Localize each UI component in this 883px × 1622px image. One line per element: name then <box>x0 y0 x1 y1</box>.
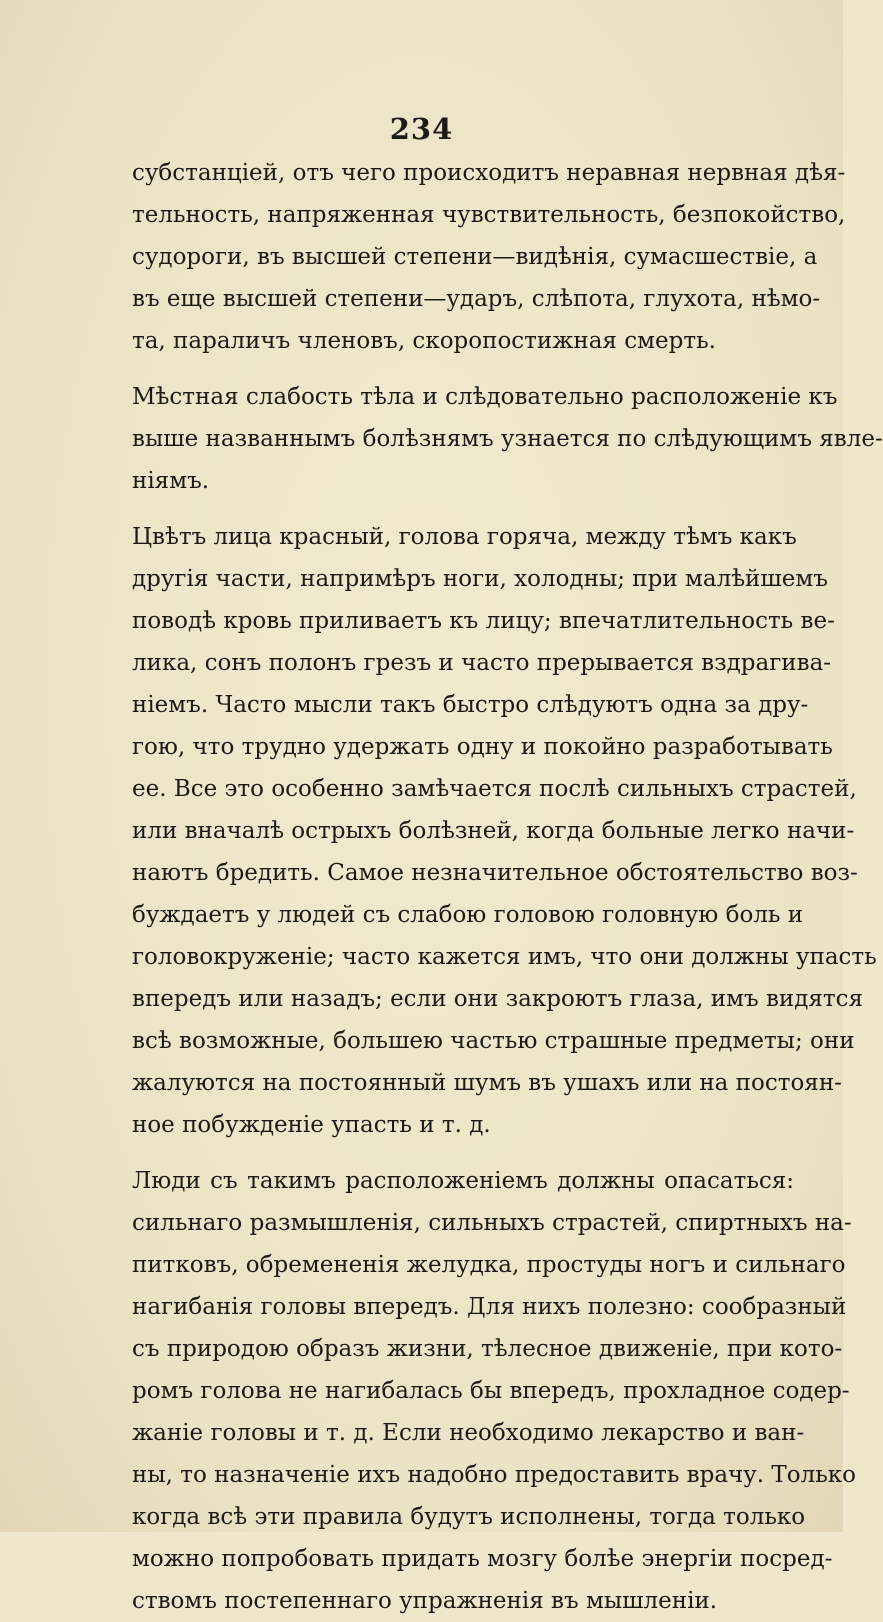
paragraph <box>132 376 883 502</box>
text-line: поводѣ кровь приливаетъ къ лицу; впечатлительность ве- <box>132 608 835 634</box>
text-line: или вначалѣ острыхъ болѣзней, когда больные легко начи- <box>132 818 855 844</box>
text-line: въ еще высшей степени—ударъ, слѣпота, глухота, нѣмо- <box>132 286 821 312</box>
text-line: ніемъ. Часто мысли такъ быстро слѣдуютъ одна за дру- <box>132 692 809 718</box>
text-line: ствомъ постепеннаго упражненія въ мышленіи. <box>132 1588 718 1614</box>
text-line: можно попробовать придать мозгу болѣе энергіи посред- <box>132 1546 833 1572</box>
text-line: другія части, напримѣръ ноги, холодны; при малѣйшемъ <box>132 566 828 592</box>
text-line: лика, сонъ полонъ грезъ и часто прерывается вздрагива- <box>132 650 832 676</box>
page-number: 234 <box>389 112 454 146</box>
paragraph <box>132 516 877 1146</box>
text-line: сильнаго размышленія, сильныхъ страстей, спиртныхъ на- <box>132 1210 852 1236</box>
text-line: та, параличъ членовъ, скоропостижная смерть. <box>132 328 716 354</box>
text-line: ее. Все это особенно замѣчается послѣ сильныхъ страстей, <box>132 776 857 802</box>
text-line: ніямъ. <box>132 468 210 494</box>
text-line: судороги, въ высшей степени—видѣнія, сумасшествіе, а <box>132 244 818 270</box>
paragraph <box>132 152 846 362</box>
text-line: всѣ возможные, большею частью страшные предметы; они <box>132 1028 855 1054</box>
text-line: буждаетъ у людей съ слабою головою головную боль и <box>132 902 804 928</box>
body-text <box>132 152 883 1622</box>
text-line: тельность, напряженная чувствительность, безпокойство, <box>132 202 846 228</box>
text-line: выше названнымъ болѣзнямъ узнается по слѣдующимъ явле- <box>132 426 883 452</box>
text-line: когда всѣ эти правила будутъ исполнены, тогда только <box>132 1504 806 1530</box>
paragraph-gap <box>132 502 794 516</box>
text-line: наютъ бредить. Самое незначительное обстоятельство воз- <box>132 860 858 886</box>
text-line: Мѣстная слабость тѣла и слѣдовательно расположеніе къ <box>132 384 838 410</box>
text-line: нагибанія головы впередъ. Для нихъ полезно: сообразный <box>132 1294 847 1320</box>
text-line: субстанціей, отъ чего происходитъ неравная нервная дѣя- <box>132 160 846 186</box>
text-line: ромъ голова не нагибалась бы впередъ, прохладное содер- <box>132 1378 850 1404</box>
text-line: Люди съ такимъ расположеніемъ должны опасаться: <box>132 1168 794 1194</box>
paragraph-gap <box>132 362 794 376</box>
text-line: съ природою образъ жизни, тѣлесное движеніе, при кото- <box>132 1336 843 1362</box>
text-line: головокруженіе; часто кажется имъ, что они должны упасть <box>132 944 877 970</box>
text-line: ны, то назначеніе ихъ надобно предоставить врачу. Только <box>132 1462 856 1488</box>
text-line: впередъ или назадъ; если они закроютъ глаза, имъ видятся <box>132 986 864 1012</box>
text-line: жаніе головы и т. д. Если необходимо лекарство и ван- <box>132 1420 805 1446</box>
text-line: Цвѣтъ лица красный, голова горяча, между тѣмъ какъ <box>132 524 797 550</box>
text-line: питковъ, обремененія желудка, простуды ногъ и сильнаго <box>132 1252 846 1278</box>
text-line: гою, что трудно удержать одну и покойно разработывать <box>132 734 833 760</box>
paragraph <box>132 1160 856 1622</box>
text-line: ное побужденіе упасть и т. д. <box>132 1112 491 1138</box>
paragraph-gap <box>132 1146 794 1160</box>
text-line: жалуются на постоянный шумъ въ ушахъ или на постоян- <box>132 1070 842 1096</box>
